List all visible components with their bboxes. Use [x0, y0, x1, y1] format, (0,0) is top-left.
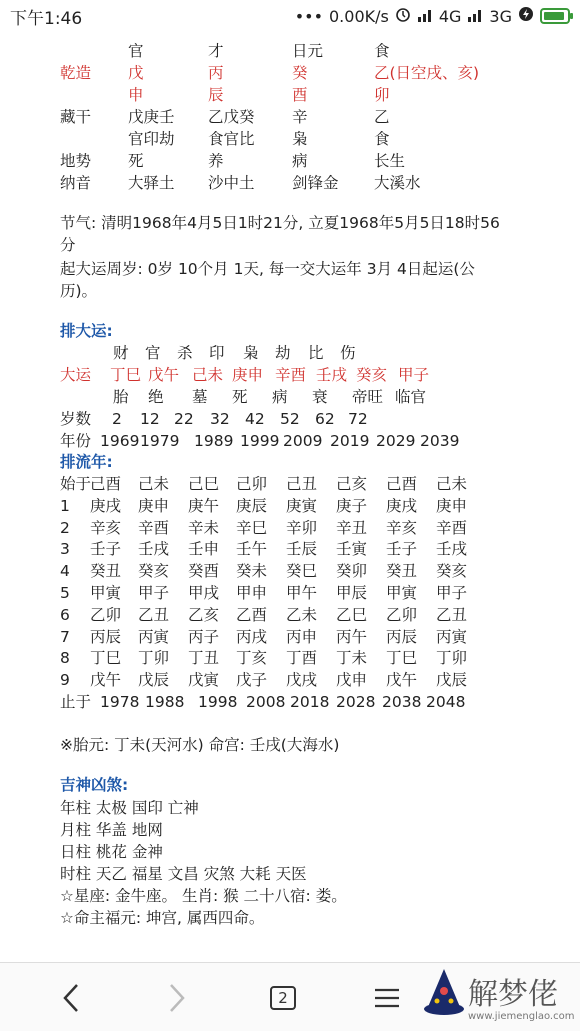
network-speed: 0.00K/s [329, 6, 389, 26]
col-header-shi: 食 [374, 42, 390, 60]
liunian-row-cell: 癸亥 [138, 562, 170, 580]
jishen-line: 月柱 华盖 地网 [60, 821, 163, 839]
liunian-row-label: 8 [60, 649, 70, 667]
dayun-god: 枭 [243, 344, 259, 362]
liunian-row-cell: 癸丑 [90, 562, 122, 580]
canggan-day: 辛 [292, 108, 308, 126]
liunian-row-label: 6 [60, 606, 70, 624]
status-bar [0, 0, 580, 32]
liunian-row-cell: 丙寅 [138, 628, 170, 646]
month-branch: 辰 [208, 86, 224, 104]
canggan-god-day: 枭 [292, 130, 308, 148]
liunian-row-cell: 癸卯 [336, 562, 368, 580]
dayun-pillar: 己未 [192, 366, 224, 384]
liunian-row-cell: 戊辰 [138, 671, 170, 689]
dayun-stage: 墓 [192, 388, 208, 406]
liunian-row-cell: 甲子 [436, 584, 468, 602]
dayun-title: 排大运: [60, 322, 113, 340]
liunian-row-cell: 甲辰 [336, 584, 368, 602]
dayun-age: 52 [280, 410, 300, 428]
dayun-pillar: 辛酉 [275, 366, 307, 384]
network-type-3g: 3G [489, 6, 512, 26]
liunian-row-cell: 丁亥 [236, 649, 268, 667]
dayun-stage: 帝旺 [352, 388, 384, 406]
dishi-year: 死 [128, 152, 144, 170]
col-header-guan: 官 [128, 42, 144, 60]
liunian-row-cell: 乙丑 [436, 606, 468, 624]
liunian-row-cell: 壬申 [188, 540, 220, 558]
qianzao-label: 乾造 [60, 64, 92, 82]
dishi-hour: 长生 [374, 152, 406, 170]
hour-branch: 卯 [374, 86, 390, 104]
liunian-row-cell: 丙戌 [236, 628, 268, 646]
dishi-day: 病 [292, 152, 308, 170]
liunian-row-cell: 丙寅 [436, 628, 468, 646]
liunian-end-year: 2028 [336, 693, 376, 711]
dayun-stage: 衰 [312, 388, 328, 406]
canggan-god-year: 官印劫 [128, 130, 175, 148]
liunian-row-cell: 辛未 [188, 519, 220, 537]
jishen-title: 吉神凶煞: [60, 776, 129, 794]
liunian-row-cell: 庚戌 [90, 497, 122, 515]
liunian-end-year: 2018 [290, 693, 330, 711]
liunian-row-cell: 丙子 [188, 628, 220, 646]
liunian-row-cell: 辛卯 [286, 519, 318, 537]
canggan-hour: 乙 [374, 108, 390, 126]
col-header-cai: 才 [208, 42, 224, 60]
liunian-end-year: 1988 [145, 693, 185, 711]
liunian-row-cell: 壬辰 [286, 540, 318, 558]
liunian-row-cell: 壬寅 [336, 540, 368, 558]
liunian-start-cell: 己丑 [286, 475, 318, 493]
liunian-row-cell: 戊戌 [286, 671, 318, 689]
liunian-row-cell: 甲寅 [386, 584, 418, 602]
menu-button[interactable] [362, 973, 412, 1023]
liunian-row-cell: 乙未 [286, 606, 318, 624]
nayin-hour: 大溪水 [374, 174, 421, 192]
status-time: 下午1:46 [10, 8, 83, 29]
liunian-row-cell: 壬子 [386, 540, 418, 558]
dayun-pillar: 壬戌 [316, 366, 348, 384]
qiyun-line-1: 起大运周岁: 0岁 10个月 1天, 每一交大运年 3月 4日起运(公 [60, 260, 475, 278]
liunian-row-cell: 乙卯 [90, 606, 122, 624]
nayin-year: 大驿土 [128, 174, 175, 192]
year-label: 年份 [60, 432, 92, 450]
nayin-day: 剑锋金 [292, 174, 339, 192]
taiyuan-line: ※胎元: 丁未(天河水) 命宫: 壬戌(大海水) [60, 736, 340, 754]
liunian-row-cell: 甲午 [286, 584, 318, 602]
network-type-4g: 4G [438, 6, 462, 26]
liunian-row-cell: 辛酉 [138, 519, 170, 537]
liunian-row-cell: 丁酉 [286, 649, 318, 667]
liunian-row-cell: 辛酉 [436, 519, 468, 537]
liunian-start-cell: 己酉 [90, 475, 122, 493]
age-label: 岁数 [60, 410, 92, 428]
liunian-row-cell: 戊午 [90, 671, 122, 689]
liunian-row-cell: 乙卯 [386, 606, 418, 624]
wizard-hat-icon [422, 967, 466, 1023]
liunian-start-cell: 己卯 [236, 475, 268, 493]
liunian-row-cell: 丙午 [336, 628, 368, 646]
tab-count: 2 [270, 986, 296, 1010]
dayun-year: 2039 [420, 432, 460, 450]
liunian-start-cell: 己未 [436, 475, 468, 493]
dayun-age: 62 [315, 410, 335, 428]
dayun-age: 22 [174, 410, 194, 428]
liunian-row-cell: 庚申 [138, 497, 170, 515]
liunian-row-cell: 辛巳 [236, 519, 268, 537]
dayun-year: 2029 [376, 432, 416, 450]
liunian-row-cell: 丁卯 [436, 649, 468, 667]
liunian-row-cell: 辛亥 [90, 519, 122, 537]
canggan-god-month: 食官比 [208, 130, 255, 148]
dayun-god: 伤 [340, 344, 356, 362]
liunian-row-label: 7 [60, 628, 70, 646]
hour-stem: 乙(日空戌、亥) [374, 64, 480, 82]
nayin-label: 纳音 [60, 174, 92, 192]
liunian-row-cell: 丁丑 [188, 649, 220, 667]
canggan-month: 乙戊癸 [208, 108, 255, 126]
alarm-icon [395, 6, 411, 26]
liunian-row-cell: 甲戌 [188, 584, 220, 602]
jishen-line: ☆命主福元: 坤宫, 属西四命。 [60, 909, 265, 927]
logo-text: 解梦佬 [468, 977, 558, 1012]
dayun-stage: 临官 [395, 388, 427, 406]
dayun-god: 印 [209, 344, 225, 362]
liunian-row-cell: 乙丑 [138, 606, 170, 624]
dayun-age: 32 [210, 410, 230, 428]
dayun-pillar: 庚申 [232, 366, 264, 384]
day-stem: 癸 [292, 64, 308, 82]
col-header-riyuan: 日元 [292, 42, 324, 60]
month-stem: 丙 [208, 64, 224, 82]
liunian-row-label: 2 [60, 519, 70, 537]
liunian-row-label: 4 [60, 562, 70, 580]
liunian-row-cell: 丙辰 [386, 628, 418, 646]
liunian-end-label: 止于 [60, 693, 92, 711]
jishen-line: 年柱 太极 国印 亡神 [60, 799, 199, 817]
jieqi-line-2: 分 [60, 236, 76, 254]
liunian-row-cell: 丙辰 [90, 628, 122, 646]
liunian-row-cell: 戊子 [236, 671, 268, 689]
liunian-start-cell: 己巳 [188, 475, 220, 493]
liunian-row-cell: 癸酉 [188, 562, 220, 580]
liunian-row-cell: 壬子 [90, 540, 122, 558]
dayun-year: 2009 [283, 432, 323, 450]
bazi-content [0, 32, 580, 960]
dayun-year: 1999 [240, 432, 280, 450]
liunian-row-cell: 庚午 [188, 497, 220, 515]
liunian-row-cell: 丁巳 [386, 649, 418, 667]
dishi-label: 地势 [60, 152, 92, 170]
dayun-stage: 病 [272, 388, 288, 406]
liunian-start-cell: 己亥 [336, 475, 368, 493]
dayun-year: 1989 [194, 432, 234, 450]
dayun-god: 官 [145, 344, 161, 362]
dayun-year: 1969 [100, 432, 140, 450]
liunian-row-cell: 辛亥 [386, 519, 418, 537]
dayun-stage: 死 [232, 388, 248, 406]
nayin-month: 沙中土 [208, 174, 255, 192]
dishi-month: 养 [208, 152, 224, 170]
forward-button[interactable] [152, 973, 202, 1023]
jishen-line: 时柱 天乙 福星 文昌 灾煞 大耗 天医 [60, 865, 307, 883]
liunian-row-cell: 丁卯 [138, 649, 170, 667]
liunian-row-cell: 庚戌 [386, 497, 418, 515]
menu-icon [373, 987, 401, 1009]
liunian-start-label: 始于 [60, 475, 92, 493]
dayun-year: 2019 [330, 432, 370, 450]
jishen-line: 日柱 桃花 金神 [60, 843, 163, 861]
canggan-god-hour: 食 [374, 130, 390, 148]
liunian-row-cell: 戊辰 [436, 671, 468, 689]
liunian-row-cell: 庚子 [336, 497, 368, 515]
liunian-row-cell: 庚寅 [286, 497, 318, 515]
liunian-row-cell: 庚申 [436, 497, 468, 515]
liunian-row-cell: 乙酉 [236, 606, 268, 624]
day-branch: 酉 [292, 86, 308, 104]
dayun-year: 1979 [140, 432, 180, 450]
tabs-button[interactable] [258, 973, 308, 1023]
liunian-row-cell: 癸亥 [436, 562, 468, 580]
liunian-row-cell: 甲寅 [90, 584, 122, 602]
dayun-pillar: 癸亥 [356, 366, 388, 384]
liunian-end-year: 1978 [100, 693, 140, 711]
liunian-row-cell: 丁未 [336, 649, 368, 667]
jishen-line: ☆星座: 金牛座。 生肖: 猴 二十八宿: 娄。 [60, 887, 347, 905]
liunian-row-cell: 癸巳 [286, 562, 318, 580]
liunian-row-cell: 辛丑 [336, 519, 368, 537]
dayun-label: 大运 [60, 366, 92, 384]
liunian-row-label: 5 [60, 584, 70, 602]
chevron-left-icon [60, 982, 82, 1014]
dayun-pillar: 丁巳 [110, 366, 142, 384]
site-watermark-logo [420, 967, 575, 1027]
signal-icon-2 [467, 7, 483, 26]
liunian-row-cell: 丁巳 [90, 649, 122, 667]
dayun-god: 杀 [177, 344, 193, 362]
status-icons [295, 6, 570, 26]
liunian-row-cell: 戊寅 [188, 671, 220, 689]
canggan-year: 戊庚壬 [128, 108, 175, 126]
year-branch: 申 [128, 86, 144, 104]
liunian-row-cell: 戊申 [336, 671, 368, 689]
dayun-age: 2 [112, 410, 122, 428]
logo-url: www.jiemenglao.com [468, 1011, 575, 1022]
liunian-title: 排流年: [60, 453, 113, 471]
bottom-nav-bar [0, 962, 580, 1031]
liunian-row-cell: 丙申 [286, 628, 318, 646]
dayun-pillar: 甲子 [398, 366, 430, 384]
liunian-row-label: 3 [60, 540, 70, 558]
liunian-row-cell: 壬戌 [436, 540, 468, 558]
liunian-row-cell: 癸丑 [386, 562, 418, 580]
liunian-row-cell: 乙巳 [336, 606, 368, 624]
dayun-stage: 胎 [113, 388, 129, 406]
qiyun-line-2: 历)。 [60, 282, 98, 300]
year-stem: 戊 [128, 64, 144, 82]
liunian-end-year: 2048 [426, 693, 466, 711]
liunian-end-year: 1998 [198, 693, 238, 711]
signal-icon [417, 7, 433, 26]
dayun-god: 比 [308, 344, 324, 362]
liunian-row-cell: 壬午 [236, 540, 268, 558]
power-save-icon [518, 6, 534, 26]
dayun-age: 12 [140, 410, 160, 428]
liunian-end-year: 2038 [382, 693, 422, 711]
dayun-age: 42 [245, 410, 265, 428]
liunian-row-cell: 戊午 [386, 671, 418, 689]
dayun-god: 劫 [275, 344, 291, 362]
dayun-god: 财 [113, 344, 129, 362]
liunian-row-label: 1 [60, 497, 70, 515]
back-button[interactable] [46, 973, 96, 1023]
liunian-start-cell: 己酉 [386, 475, 418, 493]
liunian-row-cell: 庚辰 [236, 497, 268, 515]
liunian-start-cell: 己未 [138, 475, 170, 493]
canggan-label: 藏干 [60, 108, 92, 126]
liunian-row-cell: 甲申 [236, 584, 268, 602]
dayun-pillar: 戊午 [148, 366, 180, 384]
dayun-stage: 绝 [148, 388, 164, 406]
chevron-right-icon [166, 982, 188, 1014]
liunian-row-cell: 甲子 [138, 584, 170, 602]
liunian-end-year: 2008 [246, 693, 286, 711]
liunian-row-cell: 癸未 [236, 562, 268, 580]
liunian-row-cell: 壬戌 [138, 540, 170, 558]
liunian-row-cell: 乙亥 [188, 606, 220, 624]
dayun-age: 72 [348, 410, 368, 428]
battery-icon [540, 8, 570, 24]
jieqi-line-1: 节气: 清明1968年4月5日1时21分, 立夏1968年5月5日18时56 [60, 214, 500, 232]
liunian-row-label: 9 [60, 671, 70, 689]
more-dots-icon: ••• [294, 6, 323, 26]
